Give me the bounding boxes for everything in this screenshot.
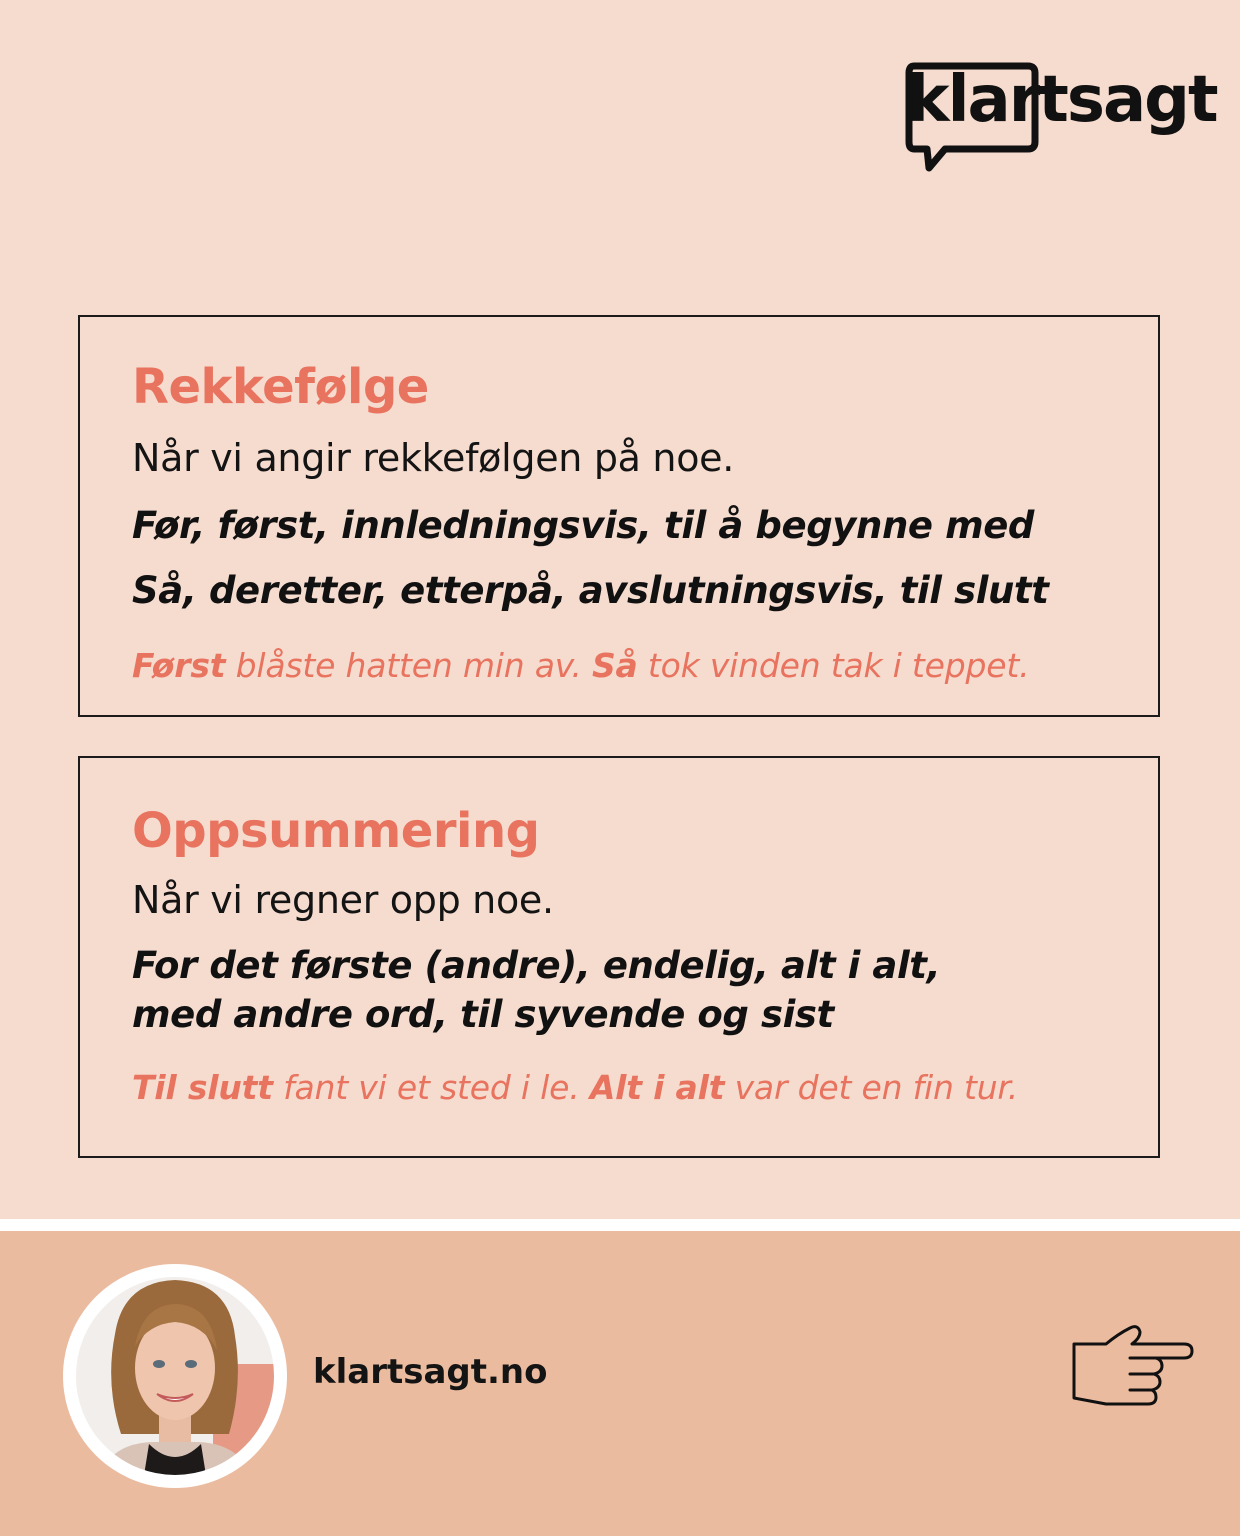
card-oppsummering [78,756,1160,1158]
example-highlight: Alt i alt [589,1068,725,1107]
example-text: blåste hatten min av. [225,646,592,685]
card-rekkefolge [78,315,1160,717]
avatar-photo [63,1264,287,1488]
example-text: tok vinden tak i teppet. [637,646,1030,685]
word-list-line: Så, deretter, etterpå, avslutningsvis, til slutt [132,569,1049,612]
avatar [63,1264,287,1488]
word-list-line: Før, først, innledningsvis, til å begynne med [132,504,1034,547]
logo-text: klartsagt [907,63,1217,137]
card-description: Når vi angir rekkefølgen på noe. [132,436,735,480]
example-sentence [132,646,1138,685]
example-text: fant vi et sted i le. [272,1068,590,1107]
word-list-line: For det første (andre), endelig, alt i alt, [132,944,941,987]
example-text: var det en fin tur. [724,1068,1019,1107]
example-highlight: Så [591,646,638,685]
example-sentence [132,1068,1138,1107]
example-highlight: Til slutt [132,1068,273,1107]
website-link[interactable]: klartsagt.no [313,1352,548,1392]
card-description: Når vi regner opp noe. [132,878,554,922]
card-title: Oppsummering [132,803,540,859]
word-list-line: med andre ord, til syvende og sist [132,993,834,1036]
pointing-hand-icon[interactable] [1068,1322,1198,1412]
footer-divider [0,1219,1240,1231]
card-title: Rekkefølge [132,359,429,415]
example-highlight: Først [132,646,226,685]
brand-logo[interactable] [905,60,1217,175]
